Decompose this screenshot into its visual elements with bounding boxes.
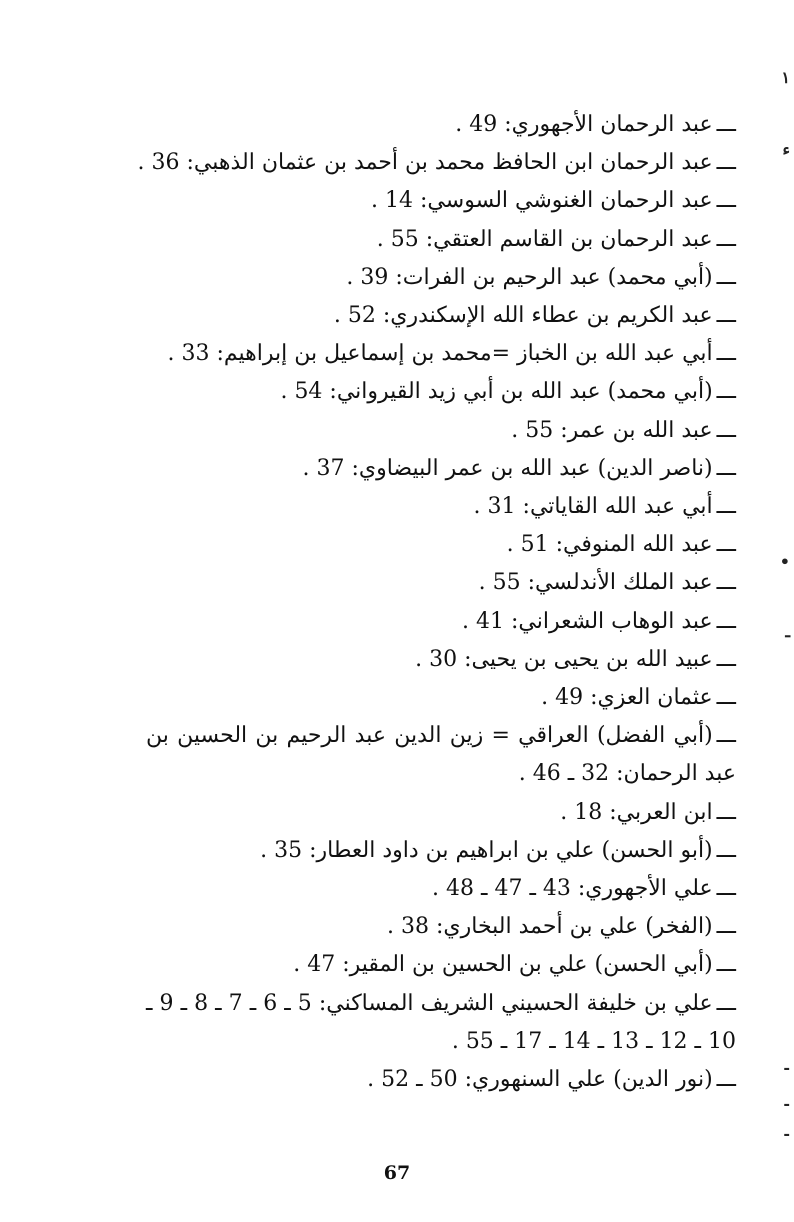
entry-dash: ـــ [716, 341, 736, 367]
index-entry [146, 259, 736, 297]
entry-dash: ـــ [716, 379, 736, 405]
entry-dash: ـــ [716, 150, 736, 176]
entry-dash: ـــ [716, 570, 736, 596]
index-entry [146, 106, 736, 144]
entry-dash: ـــ [716, 264, 736, 290]
entry-text: عبد الرحمان الغنوشي السوسي: 14 . [371, 188, 713, 214]
entry-dash: ـــ [716, 1067, 736, 1093]
margin-mark: - [783, 1094, 790, 1113]
entry-dash: ـــ [716, 914, 736, 940]
index-entry [146, 412, 736, 450]
index-entry [146, 335, 736, 373]
index-entry [146, 832, 736, 870]
name-index-list [137, 106, 736, 1099]
index-entry [146, 221, 736, 259]
entry-text: عبد الوهاب الشعراني: 41 . [461, 608, 713, 634]
index-entry [146, 717, 736, 793]
entry-text: عبد الرحمان الأجهوري: 49 . [455, 112, 713, 137]
index-entry [146, 488, 736, 526]
entry-dash: ـــ [716, 685, 736, 711]
entry-text: ابن العربي: 18 . [560, 799, 713, 825]
entry-text: (أبي محمد) عبد الرحيم بن الفرات: 39 . [346, 264, 713, 290]
entry-dash: ـــ [716, 303, 736, 329]
index-entry [146, 908, 736, 946]
margin-mark: ١ [781, 68, 790, 87]
entry-text: أبي عبد الله القاياتي: 31 . [473, 494, 713, 520]
index-entry [146, 1061, 736, 1099]
entry-text: (الفخر) علي بن أحمد البخاري: 38 . [387, 914, 713, 940]
entry-text: (نور الدين) علي السنهوري: 50 ـ 52 . [367, 1067, 713, 1093]
index-entry [146, 985, 736, 1061]
entry-dash: ـــ [716, 417, 736, 443]
entry-dash: ـــ [716, 188, 736, 214]
entry-text: علي الأجهوري: 43 ـ 47 ـ 48 . [432, 876, 713, 902]
entry-text: عبد الملك الأندلسي: 55 . [478, 570, 713, 596]
index-entry [137, 144, 736, 182]
entry-text: عبد الكريم بن عطاء الله الإسكندري: 52 . [333, 303, 713, 329]
entry-text: عبد الله المنوفي: 51 . [506, 532, 713, 558]
entry-text: عبيد الله بن يحيى بن يحيى: 30 . [415, 646, 713, 672]
index-entry [146, 373, 736, 411]
margin-mark: ء [782, 140, 790, 159]
index-entry [146, 679, 736, 717]
margin-mark: - [783, 1124, 790, 1143]
entry-dash: ـــ [716, 990, 736, 1016]
entry-text: علي بن خليفة الحسيني الشريف المساكني: 5 ـ 6 ـ 7 ـ 8 ـ 9 ـ 10 ـ 12 ـ 13 ـ 14 ـ 17 ـ 55 . [146, 990, 736, 1054]
entry-dash: ـــ [716, 608, 736, 634]
margin-mark: ـ [785, 622, 790, 641]
page-number: 67 [383, 1162, 411, 1184]
entry-dash: ـــ [716, 837, 736, 863]
entry-text: عثمان العزي: 49 . [541, 685, 713, 711]
index-entry [146, 870, 736, 908]
entry-text: أبي عبد الله بن الخباز =محمد بن إسماعيل بن إبراهيم: 33 . [167, 341, 713, 367]
index-entry [146, 794, 736, 832]
index-entry [146, 946, 736, 984]
margin-mark: - [783, 1058, 790, 1077]
entry-dash: ـــ [716, 226, 736, 252]
entry-dash: ـــ [716, 112, 736, 137]
index-entry [146, 526, 736, 564]
entry-dash: ـــ [716, 723, 736, 749]
entry-dash: ـــ [716, 646, 736, 672]
entry-dash: ـــ [716, 952, 736, 978]
index-entry [146, 182, 736, 220]
entry-text: (أبي محمد) عبد الله بن أبي زيد القيرواني: 54 . [280, 379, 713, 405]
entry-text: (أبي الحسن) علي بن الحسين بن المقير: 47 . [293, 952, 713, 978]
entry-text: عبد الرحمان بن القاسم العتقي: 55 . [376, 226, 713, 252]
index-entry [146, 450, 736, 488]
entry-text: (أبو الحسن) علي بن ابراهيم بن داود العطار: 35 . [260, 837, 713, 863]
index-entry [146, 603, 736, 641]
index-entry [146, 297, 736, 335]
entry-text: (ناصر الدين) عبد الله بن عمر البيضاوي: 37 . [302, 455, 713, 481]
entry-dash: ـــ [716, 876, 736, 902]
entry-text: (أبي الفضل) العراقي = زين الدين عبد الرحيم بن الحسين بن عبد الرحمان: 32 ـ 46 . [146, 723, 736, 787]
margin-mark: • [779, 552, 790, 571]
entry-text: عبد الله بن عمر: 55 . [511, 417, 713, 443]
entry-dash: ـــ [716, 799, 736, 825]
entry-dash: ـــ [716, 455, 736, 481]
entry-dash: ـــ [716, 494, 736, 520]
entry-dash: ـــ [716, 532, 736, 558]
index-entry [146, 641, 736, 679]
index-entry [146, 564, 736, 602]
entry-text: عبد الرحمان ابن الحافظ محمد بن أحمد بن عثمان الذهبي: 36 . [137, 150, 713, 176]
